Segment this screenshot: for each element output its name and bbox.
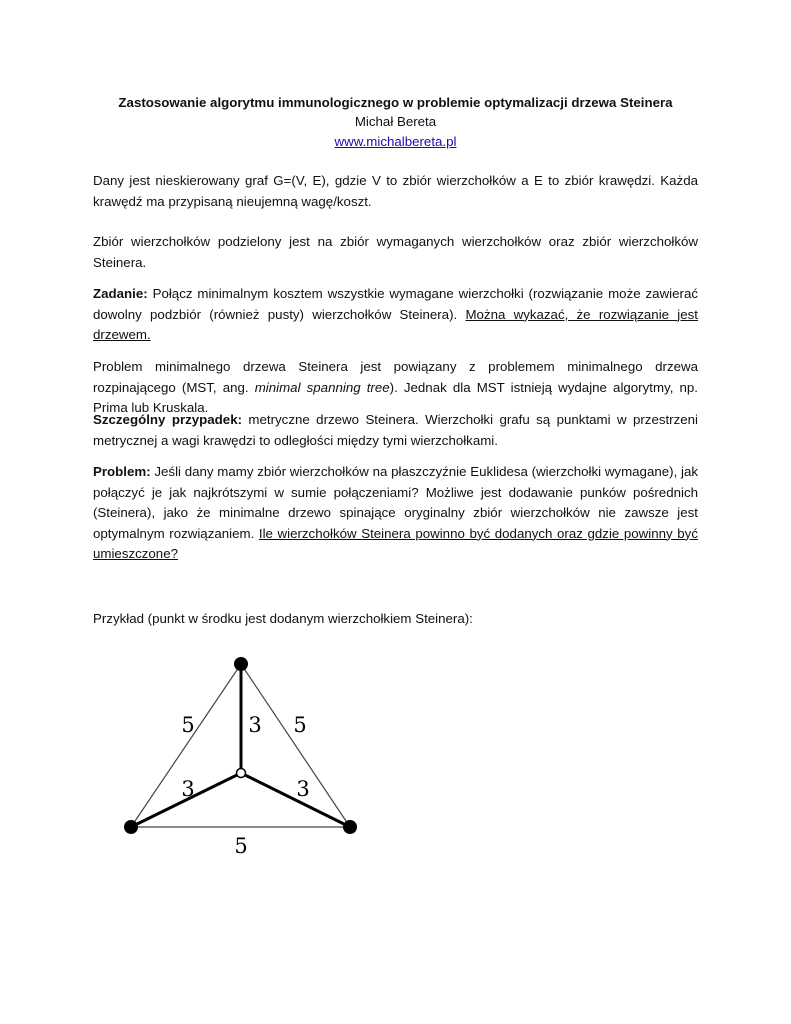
label-left-outer: 5 xyxy=(181,713,195,737)
document-title: Zastosowanie algorytmu immunologicznego w problemie optymalizacji drzewa Steinera xyxy=(118,95,673,110)
mst-italic: minimal spanning tree xyxy=(254,379,390,395)
edge-left-outer xyxy=(131,664,241,827)
special-case-text: metryczne drzewo Steinera. Wierzchołki grafu są punktami w przestrzeni metrycznej a wagi krawędzi to odległości między tymi wierzchołkami. xyxy=(93,412,699,448)
task-underlined-text: Można wykazać, że rozwiązanie jest drzewem. xyxy=(93,306,698,342)
paragraph-special-case xyxy=(93,410,698,451)
special-case-label: Szczególny przypadek: xyxy=(93,412,243,427)
task-text: Połącz minimalnym kosztem wszystkie wymagane wierzchołki (rozwiązanie może zawierać dowolny podzbiór (również pusty) wierzchołków Steinera). xyxy=(93,286,698,322)
task-label: Zadanie: xyxy=(93,286,148,301)
label-bottom-outer: 5 xyxy=(234,834,248,858)
paragraph-problem xyxy=(93,462,698,565)
steiner-vertex xyxy=(237,769,246,778)
problem-label: Problem: xyxy=(93,464,151,479)
steiner-tree-figure xyxy=(110,648,380,863)
label-right-inner: 3 xyxy=(296,777,310,801)
mst-text-1: Problem minimalnego drzewa Steinera jest powiązany z problemem minimalnego drzewa rozpinającego (MST, ang. xyxy=(93,359,698,395)
problem-underlined-text: Ile wierzchołków Steinera powinno być dodanych oraz gdzie powinny być umieszczone? xyxy=(93,525,698,561)
vertex-bottom-right xyxy=(343,820,357,834)
website-link[interactable]: www.michalbereta.pl xyxy=(334,134,457,149)
website-line xyxy=(0,133,791,151)
vertex-top xyxy=(234,657,248,671)
paragraph-task xyxy=(93,284,698,346)
label-top-inner: 3 xyxy=(248,713,262,737)
edge-right-outer xyxy=(241,664,350,827)
paragraph-graph-definition: Dany jest nieskierowany graf G=(V, E), gdzie V to zbiór wierzchołków a E to zbiór krawędzi. Każda krawędź ma przypisaną nieujemną wagę/koszt. xyxy=(93,173,698,209)
paragraph-vertex-sets: Zbiór wierzchołków podzielony jest na zbiór wymaganych wierzchołków oraz zbiór wierzchołków Steinera. xyxy=(93,234,698,270)
label-left-inner: 3 xyxy=(181,777,195,801)
problem-text: Jeśli dany mamy zbiór wierzchołków na płaszczyźnie Euklidesa (wierzchołki wymagane), jak połączyć je jak najkrótszymi w sumie połączeniami? Możliwe jest dodawanie punków pośrednich (Steinera), jako że minimalne drzewo spinające oryginalny zbiór wierzchołków nie zawsze jest optymalnym rozwiązaniem. xyxy=(93,464,698,541)
mst-text-2: ). Jednak dla MST istnieją wydajne algorytmy, np. Prima lub Kruskala. xyxy=(93,379,698,415)
author-name: Michał Bereta xyxy=(354,114,437,129)
vertex-bottom-left xyxy=(124,820,138,834)
label-right-outer: 5 xyxy=(293,713,307,737)
paragraph-example: Przykład (punkt w środku jest dodanym wierzchołkiem Steinera): xyxy=(93,611,473,626)
